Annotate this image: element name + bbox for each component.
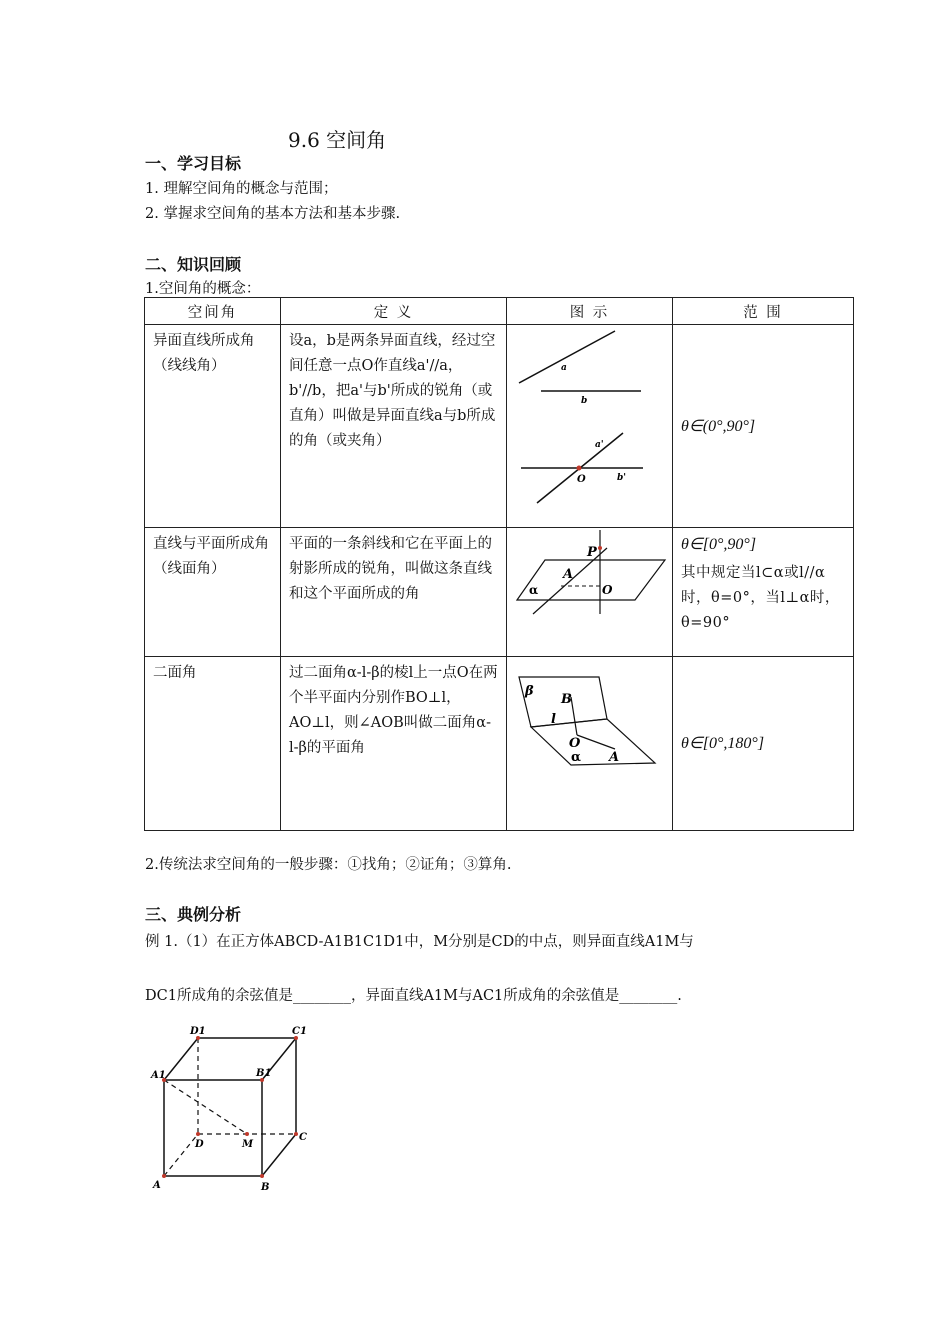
label-m: M bbox=[242, 1139, 254, 1150]
header-angle: 空间角 bbox=[145, 298, 281, 325]
label-alpha: α bbox=[529, 583, 539, 597]
label-b: b bbox=[581, 396, 588, 406]
row1-range: θ∈(0°,90°] bbox=[681, 417, 756, 435]
row3-definition: 过二面角α-l-β的棱l上一点O在两个半平面内分别作BO⊥l，AO⊥l，则∠AOB叫做二面角α-l-β的平面角 bbox=[289, 665, 498, 756]
label-a: A bbox=[153, 1180, 161, 1191]
row2-range-note: 其中规定当l⊂α或l//α时，θ=0°，当l⊥α时，θ=90° bbox=[681, 565, 840, 631]
label-c: C bbox=[299, 1132, 307, 1143]
section-1-heading: 一、学习目标 bbox=[145, 154, 242, 173]
label-c1: C1 bbox=[292, 1026, 307, 1037]
row3-range: θ∈[0°,180°] bbox=[681, 735, 765, 752]
page-title: 9.6 空间角 bbox=[288, 128, 387, 152]
label-a: A bbox=[563, 567, 574, 582]
concept-subheading: 1.空间角的概念： bbox=[145, 281, 261, 297]
segment-a1m bbox=[164, 1080, 247, 1134]
label-a1: A1 bbox=[151, 1070, 166, 1081]
label-l: l bbox=[551, 712, 556, 727]
objective-2: 2. 掌握求空间角的基本方法和基本步骤. bbox=[145, 206, 401, 222]
example-1-line-2: DC1所成角的余弦值是________，异面直线A1M与AC1所成角的余弦值是________. bbox=[145, 988, 682, 1004]
label-b1: B1 bbox=[256, 1068, 272, 1079]
row1-name: 异面直线所成角（线线角） bbox=[153, 333, 255, 374]
half-plane-alpha bbox=[531, 719, 655, 765]
dihedral-angle-figure bbox=[507, 657, 672, 777]
label-a: A bbox=[609, 750, 620, 765]
table-header-row bbox=[145, 298, 854, 325]
label-o: O bbox=[569, 736, 581, 751]
line-plane-figure bbox=[507, 528, 672, 652]
row2-definition: 平面的一条斜线和它在平面上的射影所成的锐角，叫做这条直线和这个平面所成的角 bbox=[289, 536, 492, 602]
header-range: 范 围 bbox=[673, 298, 854, 325]
label-beta: β bbox=[525, 684, 534, 699]
edge-bc bbox=[262, 1134, 296, 1176]
label-a: a bbox=[561, 363, 567, 373]
row2-name: 直线与平面所成角（线面角） bbox=[153, 536, 269, 577]
segment-oa bbox=[577, 735, 615, 749]
label-b-prime: b' bbox=[617, 473, 627, 483]
objective-1: 1. 理解空间角的概念与范围； bbox=[145, 181, 338, 197]
row2-range: θ∈[0°,90°] bbox=[681, 536, 757, 553]
cube-figure bbox=[148, 1020, 318, 1200]
row3-name: 二面角 bbox=[153, 665, 197, 681]
point-p bbox=[598, 546, 602, 550]
skew-lines-figure bbox=[507, 325, 672, 523]
header-figure: 图 示 bbox=[507, 298, 673, 325]
label-o: O bbox=[602, 583, 613, 597]
row3-figure bbox=[507, 657, 673, 831]
edge-a1d1 bbox=[164, 1038, 198, 1080]
label-o: O bbox=[577, 474, 586, 485]
line-a bbox=[519, 331, 615, 383]
label-b: B bbox=[261, 1182, 270, 1193]
plane-alpha bbox=[517, 560, 665, 600]
row1-definition: 设a，b是两条异面直线，经过空间任意一点O作直线a'//a，b'//b，把a'与b'所成的锐角（或直角）叫做是异面直线a与b所成的角（或夹角） bbox=[289, 333, 496, 449]
concept-table bbox=[144, 297, 854, 831]
row2-figure bbox=[507, 528, 673, 657]
steps-line: 2.传统法求空间角的一般步骤：①找角；②证角；③算角. bbox=[145, 857, 512, 873]
edge-ad bbox=[164, 1134, 198, 1176]
table-row bbox=[145, 528, 854, 657]
section-2-heading: 二、知识回顾 bbox=[145, 255, 242, 274]
label-alpha: α bbox=[571, 750, 582, 765]
label-a-prime: a' bbox=[595, 440, 604, 450]
point-o bbox=[577, 466, 582, 471]
table-row bbox=[145, 657, 854, 831]
label-d1: D1 bbox=[190, 1026, 206, 1037]
header-definition: 定 义 bbox=[281, 298, 507, 325]
label-b: B bbox=[561, 692, 572, 707]
label-p: P bbox=[587, 545, 597, 560]
label-d: D bbox=[195, 1139, 204, 1150]
table-row bbox=[145, 325, 854, 528]
row1-figure bbox=[507, 325, 673, 528]
example-1-line-1: 例 1.（1）在正方体ABCD-A1B1C1D1中，M分别是CD的中点，则异面直线A1M与 bbox=[145, 934, 694, 950]
section-3-heading: 三、典例分析 bbox=[145, 905, 242, 924]
